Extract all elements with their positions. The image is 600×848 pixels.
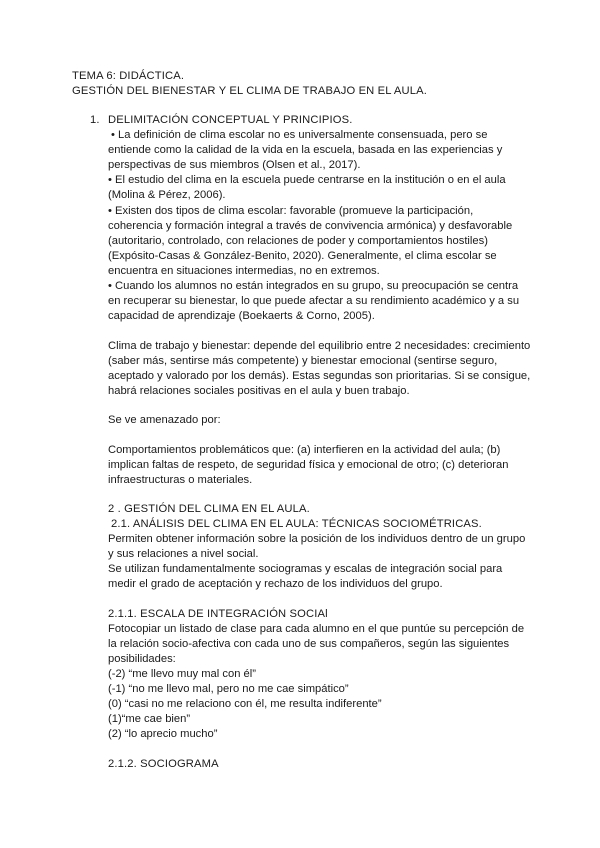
s1-line: (Molina & Pérez, 2006). <box>108 189 226 201</box>
section-2-1-2-title: 2.1.2. SOCIOGRAMA <box>108 758 219 770</box>
s1-line: • La definición de clima escolar no es universalmente consensuada, pero se <box>111 129 488 141</box>
section-2-1-title: 2.1. ANÁLISIS DEL CLIMA EN EL AULA: TÉCNICAS SOCIOMÉTRICAS. <box>111 518 482 530</box>
s211-line: (-1) “no me llevo mal, pero no me cae simpático” <box>108 683 349 695</box>
s1-para2-line: Clima de trabajo y bienestar: depende del equilibrio entre 2 necesidades: crecimiento <box>108 340 531 352</box>
s1-para4-line: Comportamientos problemáticos que: (a) interfieren en la actividad del aula; (b) <box>108 444 501 456</box>
s211-line: (-2) “me llevo muy mal con él” <box>108 668 256 680</box>
s1-line: encuentra en situaciones intermedias, no en extremos. <box>108 265 380 277</box>
s1-para4-line: infraestructuras o materiales. <box>108 474 253 486</box>
s1-para3: Se ve amenazado por: <box>108 414 221 426</box>
section-2-1-1-title: 2.1.1. ESCALA DE INTEGRACIÓN SOCIAl <box>108 608 328 620</box>
s211-line: (0) “casi no me relaciono con él, me resulta indiferente” <box>108 698 382 710</box>
s211-line: (1)“me cae bien” <box>108 713 191 725</box>
s2-line: Permiten obtener información sobre la posición de los individuos dentro de un grupo <box>108 533 526 545</box>
s1-para2-line: habrá relaciones sociales positivas en el aula y buen trabajo. <box>108 385 410 397</box>
s1-line: (Expósito-Casas & González-Benito, 2020). Generalmente, el clima escolar se <box>108 250 497 262</box>
s1-line: perspectivas de sus miembros (Olsen et al., 2017). <box>108 159 361 171</box>
s2-line: medir el grado de aceptación y rechazo de los individuos del grupo. <box>108 578 443 590</box>
s1-line: • Existen dos tipos de clima escolar: favorable (promueve la participación, <box>108 205 474 217</box>
section-1-title: DELIMITACIÓN CONCEPTUAL Y PRINCIPIOS. <box>108 114 353 126</box>
s211-line: posibilidades: <box>108 653 176 665</box>
s1-line: • El estudio del clima en la escuela puede centrarse en la institución o en el aula <box>108 174 506 186</box>
section-1-number: 1. <box>90 114 100 126</box>
s1-line: (autoritario, controlado, con relaciones de poder y comportamientos hostiles) <box>108 235 488 247</box>
s1-line: • Cuando los alumnos no están integrados en su grupo, su preocupación se centra <box>108 280 519 292</box>
section-2-title: 2 . GESTIÓN DEL CLIMA EN EL AULA. <box>108 503 310 515</box>
s2-line: Se utilizan fundamentalmente sociogramas y escalas de integración social para <box>108 563 503 575</box>
header-line-2: GESTIÓN DEL BIENESTAR Y EL CLIMA DE TRABAJO EN EL AULA. <box>72 85 427 97</box>
s1-line: en recuperar su bienestar, lo que puede afectar a su rendimiento académico y a su <box>108 295 520 307</box>
s1-line: entiende como la calidad de la vida en la escuela, basada en las experiencias y <box>108 144 503 156</box>
s1-para4-line: implican faltas de respeto, de seguridad física y emocional de otro; (c) deterioran <box>108 459 509 471</box>
s211-line: (2) “lo aprecio mucho” <box>108 728 218 740</box>
s1-para2-line: aceptado y valorado por los demás). Estas segundas son prioritarias. Si se consigue, <box>108 370 531 382</box>
s211-line: Fotocopiar un listado de clase para cada alumno en el que puntúe su percepción de <box>108 623 525 635</box>
s1-line: coherencia y formación integral a través de convivencia armónica) y desfavorable <box>108 220 513 232</box>
header-line-1: TEMA 6: DIDÁCTICA. <box>72 70 185 82</box>
s2-line: y sus relaciones a nivel social. <box>108 548 259 560</box>
s1-para2-line: (saber más, sentirse más competente) y bienestar emocional (sentirse seguro, <box>108 355 498 367</box>
s1-line: capacidad de aprendizaje (Boekaerts & Corno, 2005). <box>108 310 375 322</box>
s211-line: la relación socio-afectiva con cada uno de sus compañeros, según las siguientes <box>108 638 510 650</box>
